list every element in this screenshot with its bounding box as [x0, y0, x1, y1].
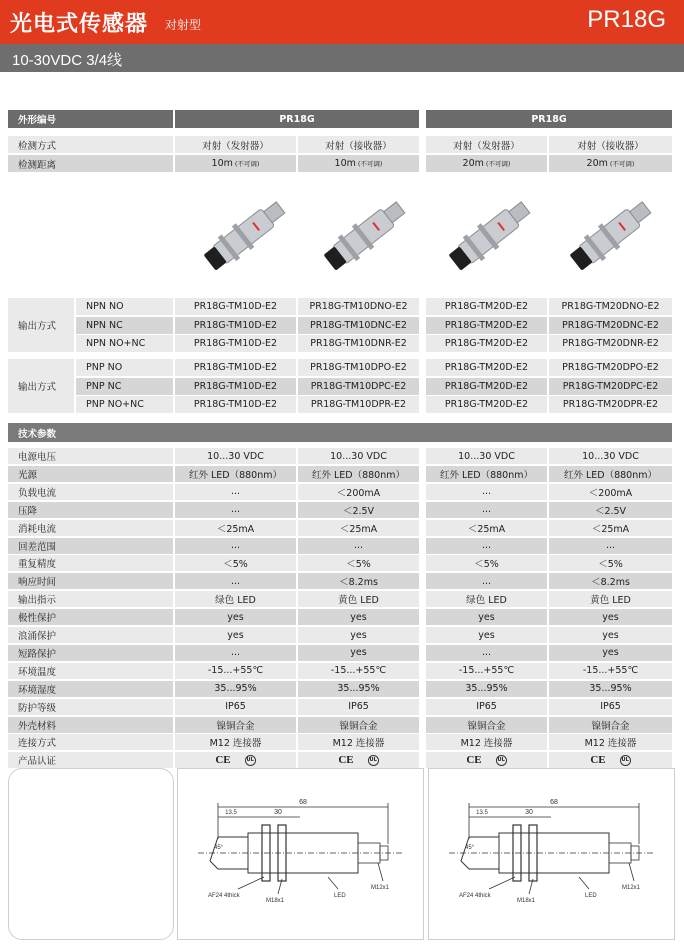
ce-mark-icon: CE: [215, 754, 231, 767]
spec-label: 浪涌保护: [8, 627, 173, 643]
spec-label: 输出指示: [8, 591, 173, 607]
spec-value: ...: [426, 538, 547, 554]
model-number-cell: PR18G-TM10D-E2: [175, 317, 296, 334]
spec-label: 电源电压: [8, 448, 173, 464]
ul-mark-icon: UL: [496, 755, 507, 766]
sensor-product-image: [445, 180, 545, 280]
cert-label: 产品认证: [8, 752, 173, 768]
spec-value: ＜25mA: [175, 520, 296, 536]
spec-value: yes: [175, 609, 296, 625]
distance-value: 10m: [211, 158, 233, 169]
spec-value: yes: [298, 645, 419, 661]
spec-value: ＜25mA: [549, 520, 672, 536]
spec-value: ...: [175, 538, 296, 554]
model-number-cell: PR18G-TM20D-E2: [426, 335, 547, 352]
spec-value: M12 连接器: [426, 734, 547, 750]
model-number-cell: PR18G-TM20DPC-E2: [549, 378, 672, 395]
voltage-text: 10-30VDC 3/4线: [12, 52, 123, 69]
spec-value: 红外 LED（880nm）: [175, 466, 296, 482]
spec-value: ＜5%: [298, 555, 419, 571]
svg-text:30: 30: [525, 809, 533, 816]
dimension-drawing-2: [428, 768, 675, 940]
spec-value: ...: [175, 573, 296, 589]
spec-label: 连接方式: [8, 734, 173, 750]
spec-value: ＜5%: [175, 555, 296, 571]
spec-value: ...: [175, 645, 296, 661]
spec-value: yes: [549, 609, 672, 625]
svg-text:LED: LED: [334, 893, 346, 899]
svg-text:13.5: 13.5: [225, 810, 237, 816]
model-number-cell: PR18G-TM10D-E2: [175, 378, 296, 395]
distance-value: 10m: [334, 158, 356, 169]
spec-value: 镍铜合金: [175, 717, 296, 733]
spec-value: ＜5%: [549, 555, 672, 571]
detect-method-value: 对射（发射器）: [175, 136, 296, 153]
output-method-label: 输出方式: [8, 298, 74, 352]
dimension-drawing-1: [177, 768, 424, 940]
spec-value: ＜8.2ms: [549, 573, 672, 589]
spec-label: 环境湿度: [8, 681, 173, 697]
model-number-cell: PR18G-TM10DNR-E2: [298, 335, 419, 352]
spec-value: yes: [549, 645, 672, 661]
distance-note: (不可调): [234, 160, 260, 168]
model-title: PR18G: [587, 6, 666, 33]
spec-value: ＜8.2ms: [298, 573, 419, 589]
cert-value: [549, 752, 672, 768]
model-number-cell: PR18G-TM10DPO-E2: [298, 359, 419, 376]
spec-value: -15...+55℃: [549, 663, 672, 679]
page-title: 光电式传感器: [10, 12, 149, 37]
spec-value: ...: [426, 502, 547, 518]
svg-text:45°: 45°: [214, 845, 224, 851]
cert-value: [298, 752, 419, 768]
voltage-bar: [0, 44, 684, 72]
spec-value: ＜200mA: [549, 484, 672, 500]
spec-value: IP65: [426, 699, 547, 715]
spec-value: 黄色 LED: [298, 591, 419, 607]
spec-value: ...: [175, 484, 296, 500]
distance-note: (不可调): [485, 160, 511, 168]
cert-value: [426, 752, 547, 768]
output-type-label: NPN NO+NC: [76, 335, 173, 352]
ul-mark-icon: UL: [368, 755, 379, 766]
spec-value: 35...95%: [298, 681, 419, 697]
model-number-cell: PR18G-TM20DPR-E2: [549, 396, 672, 413]
detect-method-value: 对射（接收器）: [549, 136, 672, 153]
model-number-cell: PR18G-TM20DNR-E2: [549, 335, 672, 352]
spec-label: 极性保护: [8, 609, 173, 625]
model-number-cell: PR18G-TM10D-E2: [175, 396, 296, 413]
sensor-product-image: [320, 180, 420, 280]
spec-value: M12 连接器: [298, 734, 419, 750]
spec-value: ...: [298, 538, 419, 554]
model-number-cell: PR18G-TM20D-E2: [426, 396, 547, 413]
model-number-cell: PR18G-TM10DPC-E2: [298, 378, 419, 395]
distance-value: 20m: [586, 158, 608, 169]
detect-distance-label: 检测距离: [8, 155, 173, 172]
blank-panel: [8, 768, 174, 940]
sensor-product-image: [566, 180, 666, 280]
distance-note: (不可调): [609, 160, 635, 168]
spec-value: ...: [426, 573, 547, 589]
tech-params-header: 技术参数: [8, 423, 672, 442]
page-subtitle: 对射型: [165, 18, 202, 32]
spec-value: ...: [426, 645, 547, 661]
spec-value: ＜5%: [426, 555, 547, 571]
ce-mark-icon: CE: [590, 754, 606, 767]
spec-value: -15...+55℃: [175, 663, 296, 679]
spec-label: 光源: [8, 466, 173, 482]
detect-method-value: 对射（发射器）: [426, 136, 547, 153]
spec-value: 35...95%: [549, 681, 672, 697]
detect-method-label: 检测方式: [8, 136, 173, 153]
spec-value: 镍铜合金: [549, 717, 672, 733]
spec-value: -15...+55℃: [426, 663, 547, 679]
spec-value: yes: [426, 609, 547, 625]
spec-value: M12 连接器: [549, 734, 672, 750]
ul-mark-icon: UL: [620, 755, 631, 766]
model-number-cell: PR18G-TM10DNC-E2: [298, 317, 419, 334]
spec-value: 10...30 VDC: [298, 448, 419, 464]
ce-mark-icon: CE: [466, 754, 482, 767]
spec-value: ＜25mA: [298, 520, 419, 536]
svg-text:68: 68: [550, 799, 558, 806]
model-number-cell: PR18G-TM20D-E2: [426, 298, 547, 315]
model-number-cell: PR18G-TM20DPO-E2: [549, 359, 672, 376]
spec-value: -15...+55℃: [298, 663, 419, 679]
model-number-cell: PR18G-TM10DNO-E2: [298, 298, 419, 315]
output-type-label: PNP NO+NC: [76, 396, 173, 413]
spec-value: 镍铜合金: [426, 717, 547, 733]
spec-value: IP65: [175, 699, 296, 715]
svg-text:68: 68: [299, 799, 307, 806]
detect-distance-value: [298, 155, 419, 172]
output-method-label: 输出方式: [8, 359, 74, 413]
svg-text:M12x1: M12x1: [371, 885, 390, 891]
spec-label: 环境温度: [8, 663, 173, 679]
dimension-drawing-svg: [178, 769, 423, 939]
spec-value: 黄色 LED: [549, 591, 672, 607]
spec-value: 红外 LED（880nm）: [298, 466, 419, 482]
ul-mark-icon: UL: [245, 755, 256, 766]
spec-value: ＜200mA: [298, 484, 419, 500]
spec-value: ...: [426, 484, 547, 500]
output-type-label: PNP NO: [76, 359, 173, 376]
spec-label: 负载电流: [8, 484, 173, 500]
svg-text:M18x1: M18x1: [517, 898, 536, 904]
model-number-cell: PR18G-TM20D-E2: [426, 378, 547, 395]
spec-value: ＜2.5V: [549, 502, 672, 518]
spec-label: 短路保护: [8, 645, 173, 661]
spec-value: ＜2.5V: [298, 502, 419, 518]
cert-value: [175, 752, 296, 768]
spec-value: 镍铜合金: [298, 717, 419, 733]
svg-text:AF24 4thick: AF24 4thick: [459, 893, 491, 899]
title-banner: [0, 0, 684, 44]
distance-note: (不可调): [357, 160, 383, 168]
spec-value: 红外 LED（880nm）: [549, 466, 672, 482]
spec-label: 压降: [8, 502, 173, 518]
group-header-2: PR18G: [426, 110, 672, 128]
spec-label: 消耗电流: [8, 520, 173, 536]
label-header-cell: 外形编号: [8, 110, 173, 128]
svg-text:45°: 45°: [465, 845, 475, 851]
detect-distance-value: [426, 155, 547, 172]
spec-value: ...: [175, 502, 296, 518]
spec-label: 重复精度: [8, 555, 173, 571]
spec-value: 35...95%: [175, 681, 296, 697]
spec-value: yes: [298, 627, 419, 643]
spec-value: 绿色 LED: [175, 591, 296, 607]
model-number-cell: PR18G-TM20D-E2: [426, 359, 547, 376]
svg-text:M12x1: M12x1: [622, 885, 641, 891]
spec-value: ...: [549, 538, 672, 554]
output-type-label: NPN NO: [76, 298, 173, 315]
spec-value: IP65: [549, 699, 672, 715]
svg-text:30: 30: [274, 809, 282, 816]
spec-value: 红外 LED（880nm）: [426, 466, 547, 482]
spec-value: M12 连接器: [175, 734, 296, 750]
model-number-cell: PR18G-TM20D-E2: [426, 317, 547, 334]
spec-value: ＜25mA: [426, 520, 547, 536]
spec-value: IP65: [298, 699, 419, 715]
ce-mark-icon: CE: [338, 754, 354, 767]
model-number-cell: PR18G-TM10D-E2: [175, 359, 296, 376]
spec-value: 绿色 LED: [426, 591, 547, 607]
model-number-cell: PR18G-TM20DNC-E2: [549, 317, 672, 334]
spec-value: yes: [175, 627, 296, 643]
detect-distance-value: [549, 155, 672, 172]
spec-value: yes: [426, 627, 547, 643]
spec-label: 防护等级: [8, 699, 173, 715]
model-number-cell: PR18G-TM10D-E2: [175, 298, 296, 315]
detect-distance-value: [175, 155, 296, 172]
svg-text:M18x1: M18x1: [266, 898, 285, 904]
spec-label: 回差范围: [8, 538, 173, 554]
spec-label: 外壳材料: [8, 717, 173, 733]
model-number-cell: PR18G-TM10DPR-E2: [298, 396, 419, 413]
spec-value: 10...30 VDC: [175, 448, 296, 464]
spec-value: 10...30 VDC: [549, 448, 672, 464]
svg-text:13.5: 13.5: [476, 810, 488, 816]
svg-text:AF24 4thick: AF24 4thick: [208, 893, 240, 899]
spec-value: 10...30 VDC: [426, 448, 547, 464]
svg-text:LED: LED: [585, 893, 597, 899]
sensor-product-image: [200, 180, 300, 280]
spec-value: yes: [298, 609, 419, 625]
output-type-label: PNP NC: [76, 378, 173, 395]
distance-value: 20m: [462, 158, 484, 169]
spec-label: 响应时间: [8, 573, 173, 589]
output-type-label: NPN NC: [76, 317, 173, 334]
detect-method-value: 对射（接收器）: [298, 136, 419, 153]
model-number-cell: PR18G-TM10D-E2: [175, 335, 296, 352]
spec-value: yes: [549, 627, 672, 643]
dimension-drawing-svg: [429, 769, 674, 939]
spec-value: 35...95%: [426, 681, 547, 697]
model-number-cell: PR18G-TM20DNO-E2: [549, 298, 672, 315]
group-header-1: PR18G: [175, 110, 419, 128]
